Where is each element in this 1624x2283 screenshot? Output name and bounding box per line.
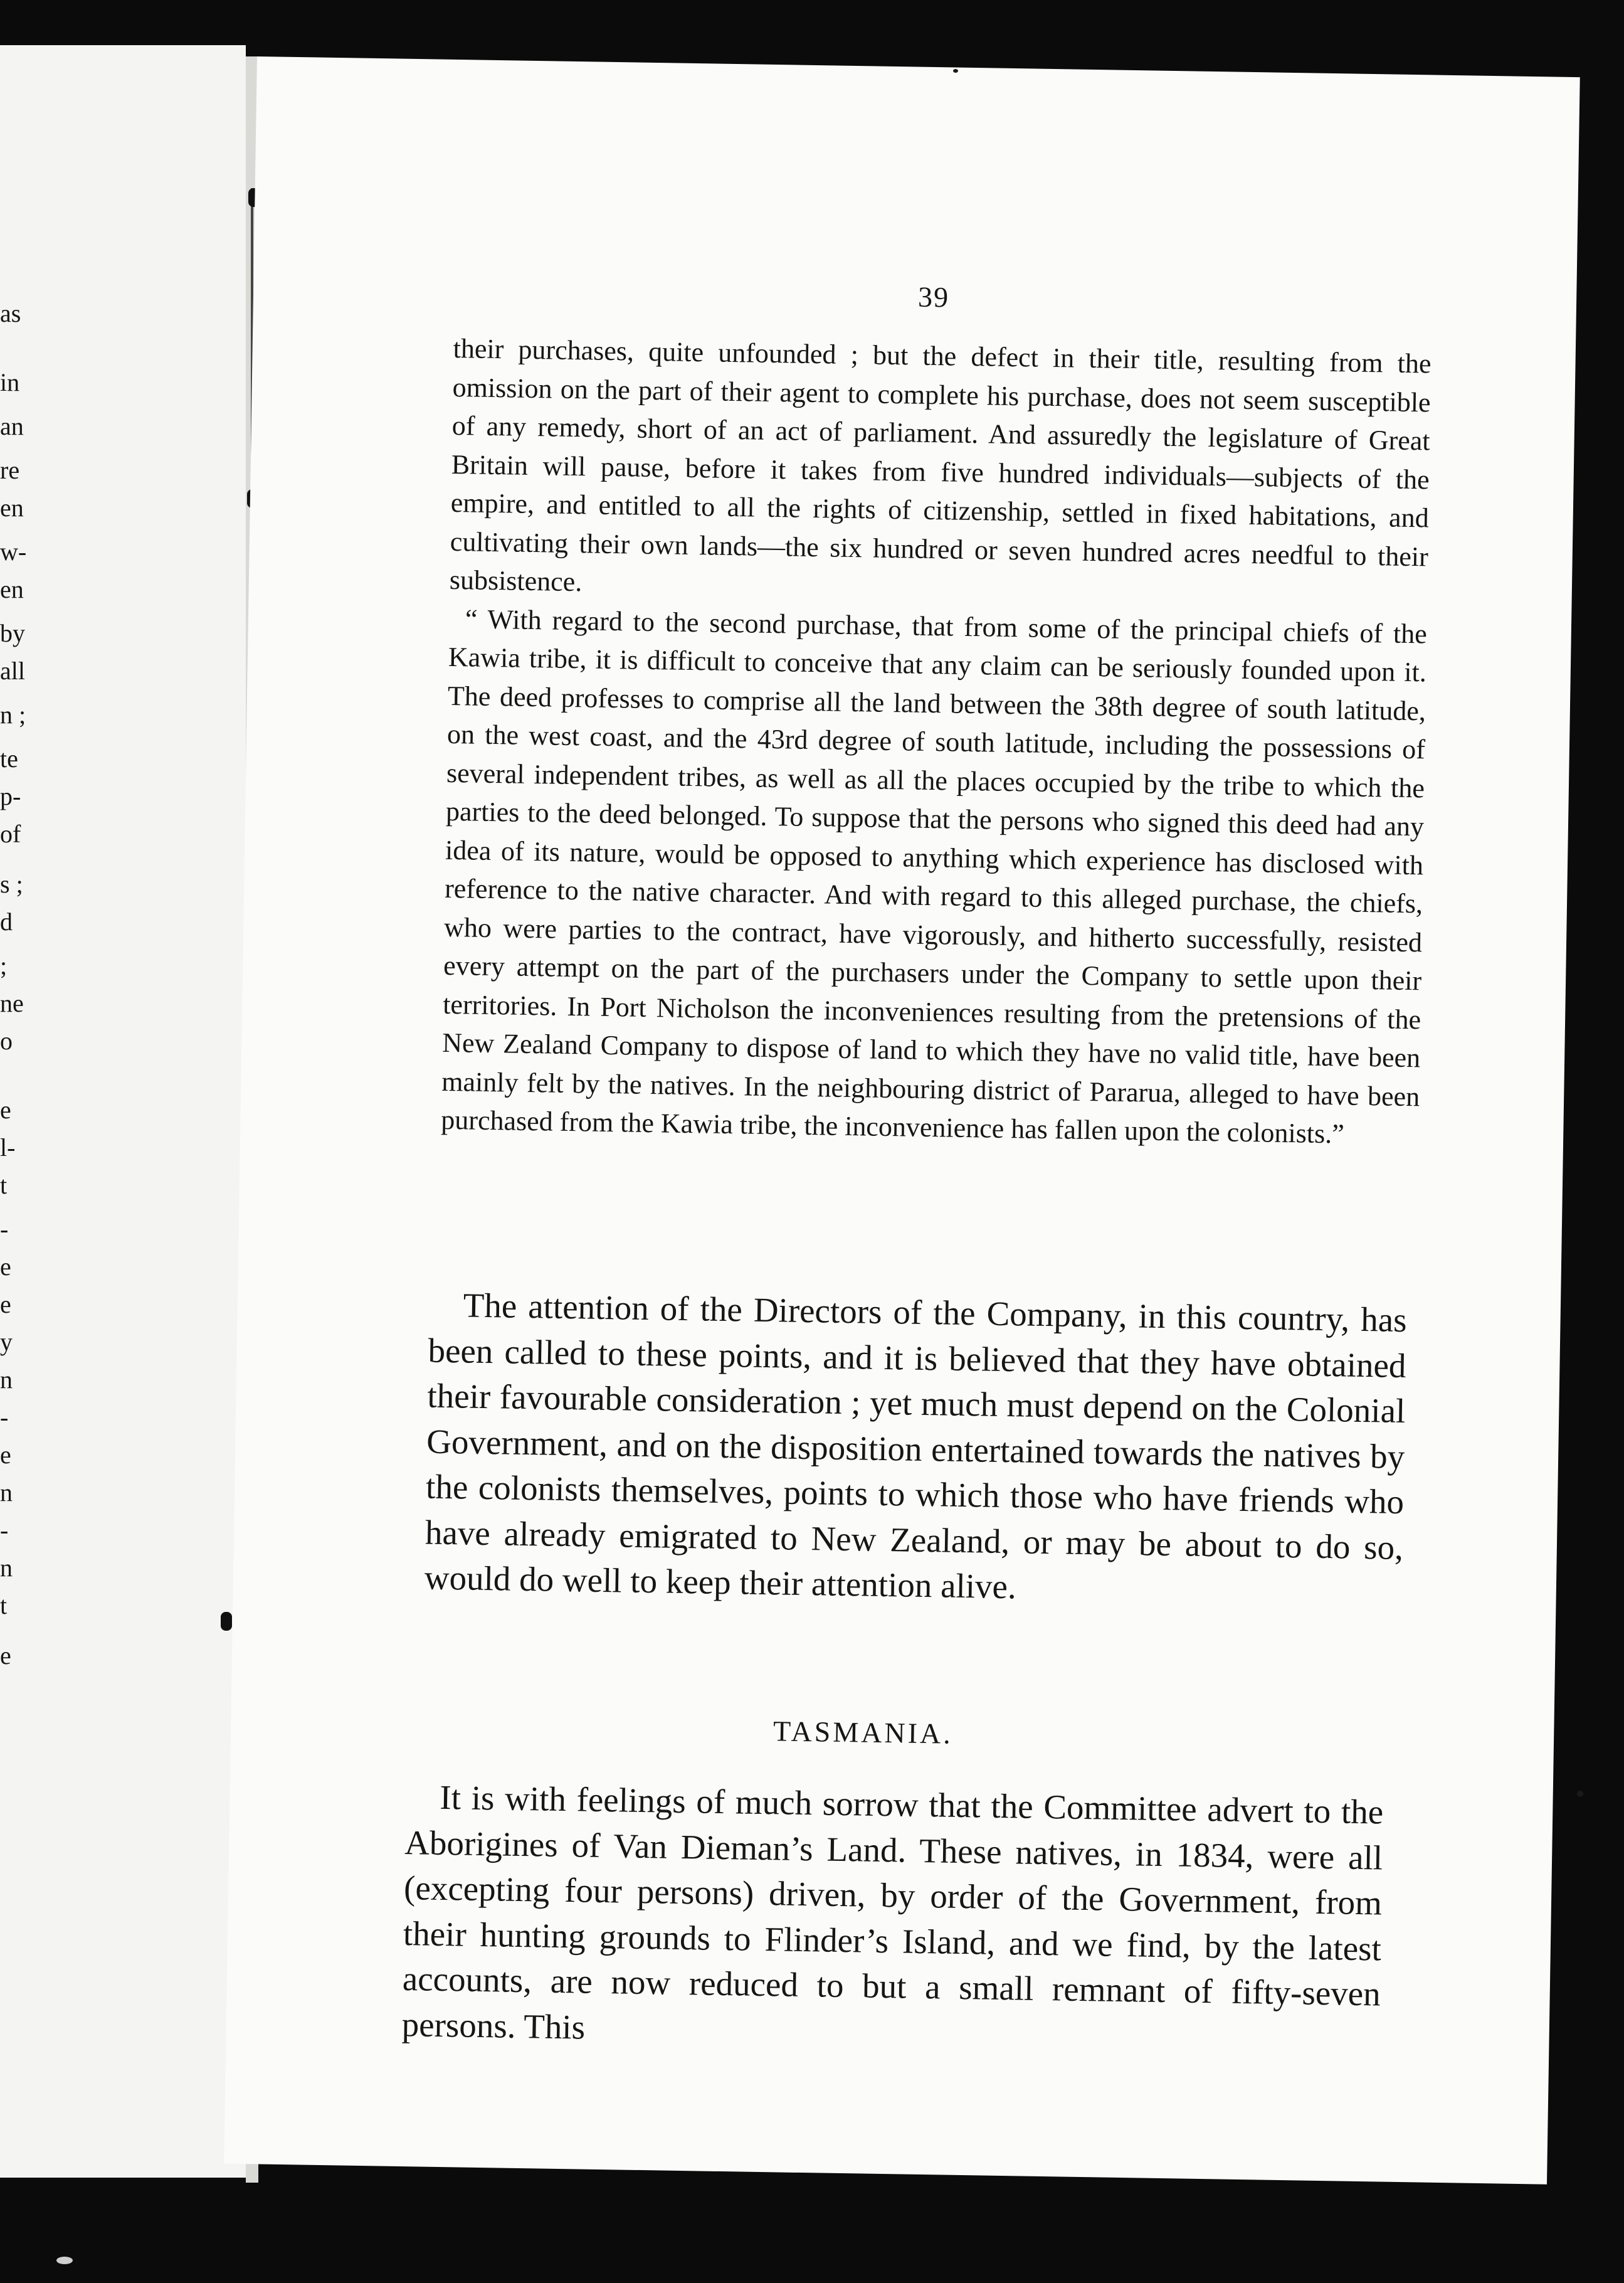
left-page-line-fragment: e	[0, 1290, 11, 1318]
page-number: 39	[917, 280, 950, 314]
left-page-line-fragment: t	[0, 1171, 8, 1199]
left-page-line-fragment: -	[0, 1516, 9, 1544]
left-page-line-fragment: s ;	[0, 870, 23, 898]
left-facing-page	[0, 45, 246, 2178]
binding-knot	[221, 1612, 232, 1631]
left-page-line-fragment: n	[0, 1365, 13, 1394]
left-page-line-fragment: of	[0, 820, 21, 848]
scan-speck	[1577, 1791, 1583, 1797]
left-page-line-fragment: e	[0, 1641, 11, 1670]
body-paragraph: The attention of the Directors of the Company, in this country, has been called to these points, and it is believed that they have obtained their favourable consideration ; yet much must depend on the Colonial Government, and on the disposition entertained towards the natives by the colonists themselves, points to which those who have friends who have already emigrated to New Zealand, or may be about to do so, would do well to keep their attention alive.	[424, 1286, 1408, 1606]
left-page-line-fragment: en	[0, 494, 24, 522]
left-page-text-fragments	[0, 45, 246, 2178]
left-page-line-fragment: p-	[0, 782, 21, 810]
left-page-line-fragment: ne	[0, 989, 24, 1017]
left-page-line-fragment: -	[0, 1403, 9, 1431]
left-page-line-fragment: l-	[0, 1133, 16, 1162]
section-heading: TASMANIA.	[772, 1715, 954, 1750]
left-page-line-fragment: o	[0, 1027, 13, 1055]
left-page-line-fragment: d	[0, 908, 13, 936]
left-page-line-fragment: t	[0, 1591, 8, 1619]
left-page-line-fragment: n	[0, 1554, 13, 1582]
left-page-line-fragment: y	[0, 1328, 13, 1356]
left-page-line-fragment: in	[0, 368, 20, 396]
left-page-line-fragment: w-	[0, 538, 27, 566]
left-page-line-fragment: n ;	[0, 701, 26, 729]
quoted-passage	[441, 329, 1432, 1155]
left-page-line-fragment: e	[0, 1253, 11, 1281]
left-page-line-fragment: ;	[0, 951, 8, 980]
scan-speck	[953, 69, 958, 73]
left-page-line-fragment: re	[0, 456, 20, 484]
left-page-line-fragment: te	[0, 744, 18, 773]
quote-paragraph: their purchases, quite unfounded ; but the defect in their title, resulting from the omission on the part of their agent to complete his purchase, does not seem susceptible of any remedy, short of an act of parliament. And assuredly the legislature of Great Britain will pause, before it takes from five hundred individuals—subjects of the empire, and entitled to all the rights of citizenship, settled in fixed habitations, and cultivating their own lands—the six hundred or seven hundred acres needful to their subsistence.	[449, 332, 1432, 598]
left-page-line-fragment: an	[0, 412, 24, 440]
left-page-line-fragment: by	[0, 619, 25, 647]
book-page	[224, 56, 1580, 2185]
left-page-line-fragment: e	[0, 1096, 11, 1124]
scan-speck	[56, 2257, 73, 2264]
quote-paragraph: “ With regard to the second purchase, that from some of the principal chiefs of the Kawia tribe, it is difficult to conceive that any claim can be seriously founded upon it. The deed professes to comprise all the land between the 38th degree of south latitude, on the west coast, and the 43rd degree of south latitude, including the possessions of several independent tribes, as well as all the places occupied by the tribe to which the parties to the deed belonged. To suppose that the persons who signed this deed had any idea of its nature, would be opposed to anything which experience has disclosed with reference to the native character. And with regard to this alleged purchase, the chiefs, who were parties to the contract, have vigorously, and hitherto successfully, resisted every attempt on the part of the purchasers under the Company to settle upon their territories. In Port Nicholson the inconveniences resulting from the pretensions of the New Zealand Company to dispose of land to which they have no valid title, have been mainly felt by the natives. In the neighbouring district of Pararua, alleged to have been purchased from the Kawia tribe, the inconvenience has fallen upon the colonists.”	[441, 603, 1428, 1150]
left-page-line-fragment: n	[0, 1478, 13, 1507]
left-page-line-fragment: -	[0, 1215, 9, 1243]
left-page-line-fragment: all	[0, 657, 25, 685]
left-page-line-fragment: as	[0, 299, 21, 327]
body-paragraph: It is with feelings of much sorrow that the Committee advert to the Aborigines of Van Dieman’s Land. These natives, in 1834, were all (excepting four persons) driven, by order of the Government, from their hunting grounds to Flinder’s Island, and we find, by the latest accounts, are now reduced to but a small remnant of fifty-seven persons. This	[401, 1777, 1384, 2047]
left-page-line-fragment: en	[0, 575, 24, 603]
left-page-line-fragment: e	[0, 1441, 11, 1469]
